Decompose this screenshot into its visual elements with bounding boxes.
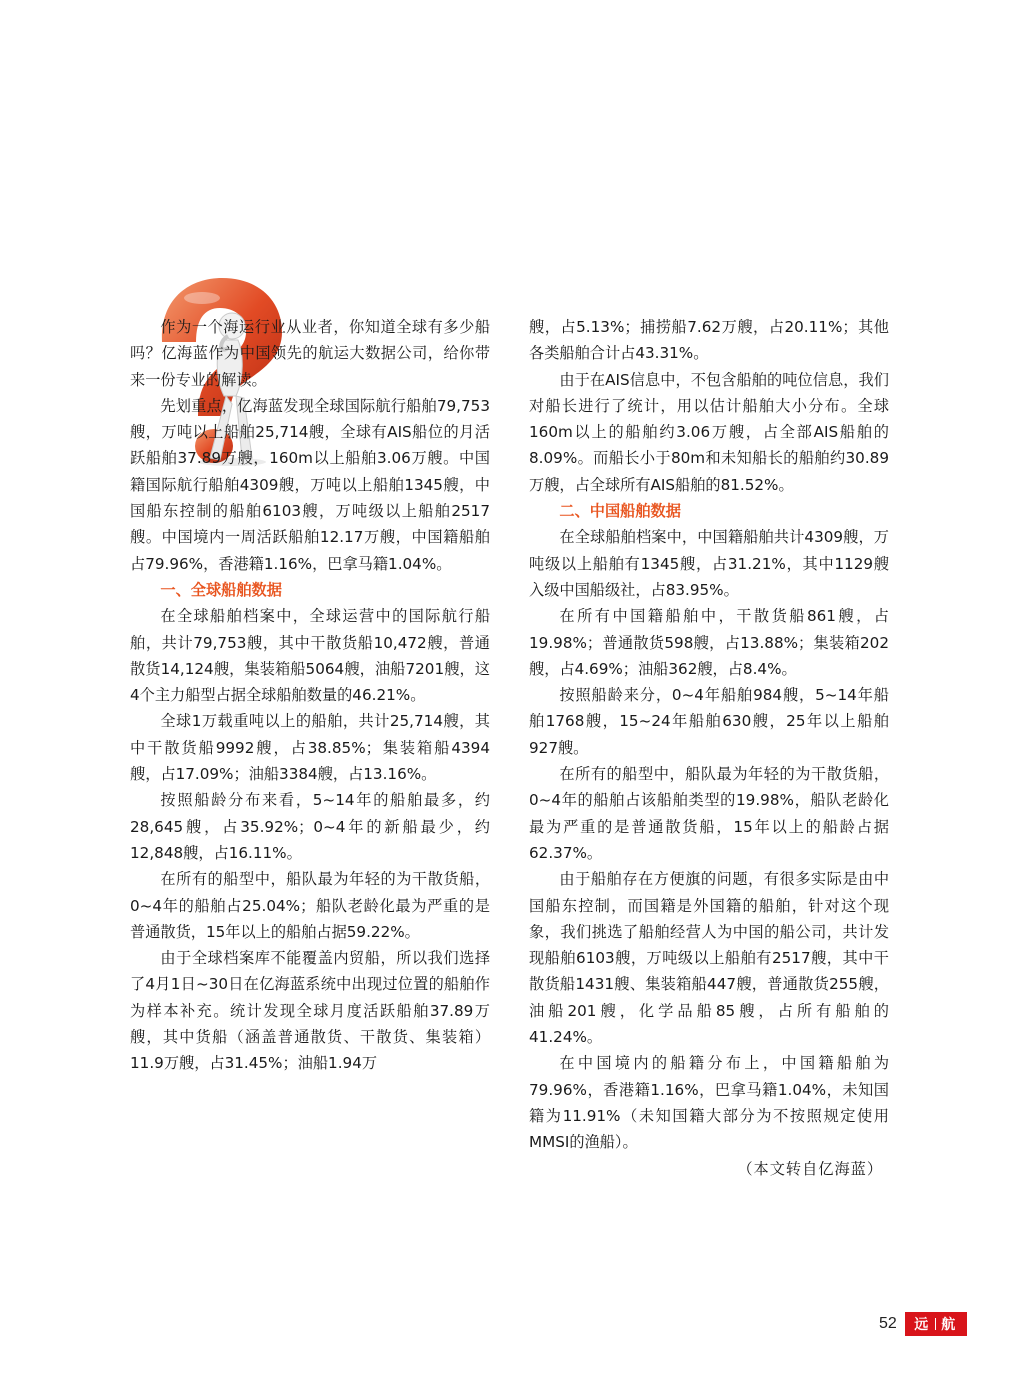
paragraph: 全球1万载重吨以上的船舶，共计25,714艘，其中干散货船9992艘，占38.85%；集装箱船4394艘，占17.09%；油船3384艘，占13.16%。 (130, 712, 490, 784)
paragraph: 在所有的船型中，船队最为年轻的为干散货船，0~4年的船舶占该船舶类型的19.98%，船队老龄化最为严重的是普通散货船，15年以上的船龄占据62.37%。 (529, 765, 889, 862)
paragraph: 在所有的船型中，船队最为年轻的为干散货船，0~4年的船舶占25.04%；船队老龄化最为严重的是普通散货，15年以上的船舶占据59.22%。 (130, 870, 490, 941)
paragraph: 按照船龄来分，0~4年船舶984艘，5~14年船舶1768艘，15~24年船舶630艘，25年以上船舶927艘。 (529, 686, 889, 757)
paragraph: 在全球船舶档案中，全球运营中的国际航行船舶，共计79,753艘，其中干散货船10,472艘，普通散货14,124艘，集装箱船5064艘，油船7201艘，这4个主力船型占据全球船舶数量的46.21%。 (130, 607, 490, 705)
page-footer (879, 1312, 967, 1336)
paragraph: 由于全球档案库不能覆盖内贸船，所以我们选择了4月1日~30日在亿海蓝系统中出现过位置的船舶作为样本补充。统计发现全球月度活跃船舶37.89万艘，其中货船（涵盖普通散货、干散货、集装箱）11.9万艘，占31.45%；油船1.94万 (130, 949, 490, 1073)
paragraph: 在全球船舶档案中，中国籍船舶共计4309艘，万吨级以上船舶有1345艘，占31.21%，其中1129艘入级中国船级社，占83.95%。 (529, 528, 889, 599)
paragraph: 在所有中国籍船舶中，干散货船861艘，占19.98%；普通散货598艘，占13.88%；集装箱202艘，占4.69%；油船362艘，占8.4%。 (529, 607, 889, 678)
paragraph: 由于在AIS信息中，不包含船舶的吨位信息，我们对船长进行了统计，用以估计船舶大小分布。全球160m以上的船舶约3.06万艘，占全部AIS船舶的8.09%。而船长小于80m和未知船长的船舶约30.89万艘，占全球所有AIS船舶的81.52%。 (529, 370, 889, 494)
page-number: 52 (879, 1315, 897, 1332)
brand-divider (935, 1318, 936, 1330)
summary-paragraph: 先划重点，亿海蓝发现全球国际航行船舶79,753艘，万吨以上船舶25,714艘，全球有AIS船位的月活跃船舶37.89万艘，160m以上船舶3.06万艘。中国籍国际航行船舶4309艘，万吨以上船舶1345艘，中国船东控制的船舶6103艘，万吨级以上船舶2517艘。中国境内一周活跃船舶12.17万艘，中国籍船舶占79.96%，香港籍1.16%，巴拿马籍1.04%。 (130, 396, 490, 573)
section-heading-china: 二、中国船舶数据 (559, 502, 681, 521)
source-note: （本文转自亿海蓝） (737, 1159, 883, 1178)
brand-char: 远 (914, 1317, 931, 1333)
article-left-column (130, 314, 490, 1077)
paragraph: 按照船龄分布来看，5~14年的船舶最多，约28,645艘，占35.92%；0~4年的新船最少，约12,848艘，占16.11%。 (130, 791, 490, 862)
section-heading-global: 一、全球船舶数据 (160, 580, 282, 599)
magazine-brand-logo (905, 1312, 967, 1336)
intro-paragraph: 作为一个海运行业从业者，你知道全球有多少船吗？亿海蓝作为中国领先的航运大数据公司，给你带来一份专业的解读。 (130, 318, 490, 389)
paragraph: 由于船舶存在方便旗的问题，有很多实际是由中国船东控制，而国籍是外国籍的船舶，针对这个现象，我们挑选了船舶经营人为中国的船公司，共计发现船舶6103艘，万吨级以上船舶有2517艘，其中干散货船1431艘、集装箱船447艘，普通散货255艘，油船201艘，化学品船85艘，占所有船舶的41.24%。 (529, 870, 889, 1047)
paragraph: 在中国境内的船籍分布上，中国籍船舶为79.96%，香港籍1.16%，巴拿马籍1.04%，未知国籍为11.91%（未知国籍大部分为不按照规定使用MMSI的渔船）。 (529, 1054, 889, 1152)
brand-char: 航 (941, 1317, 958, 1333)
paragraph-continued: 艘，占5.13%；捕捞船7.62万艘，占20.11%；其他各类船舶合计占43.31%。 (529, 318, 889, 363)
article-right-column (529, 314, 889, 1182)
